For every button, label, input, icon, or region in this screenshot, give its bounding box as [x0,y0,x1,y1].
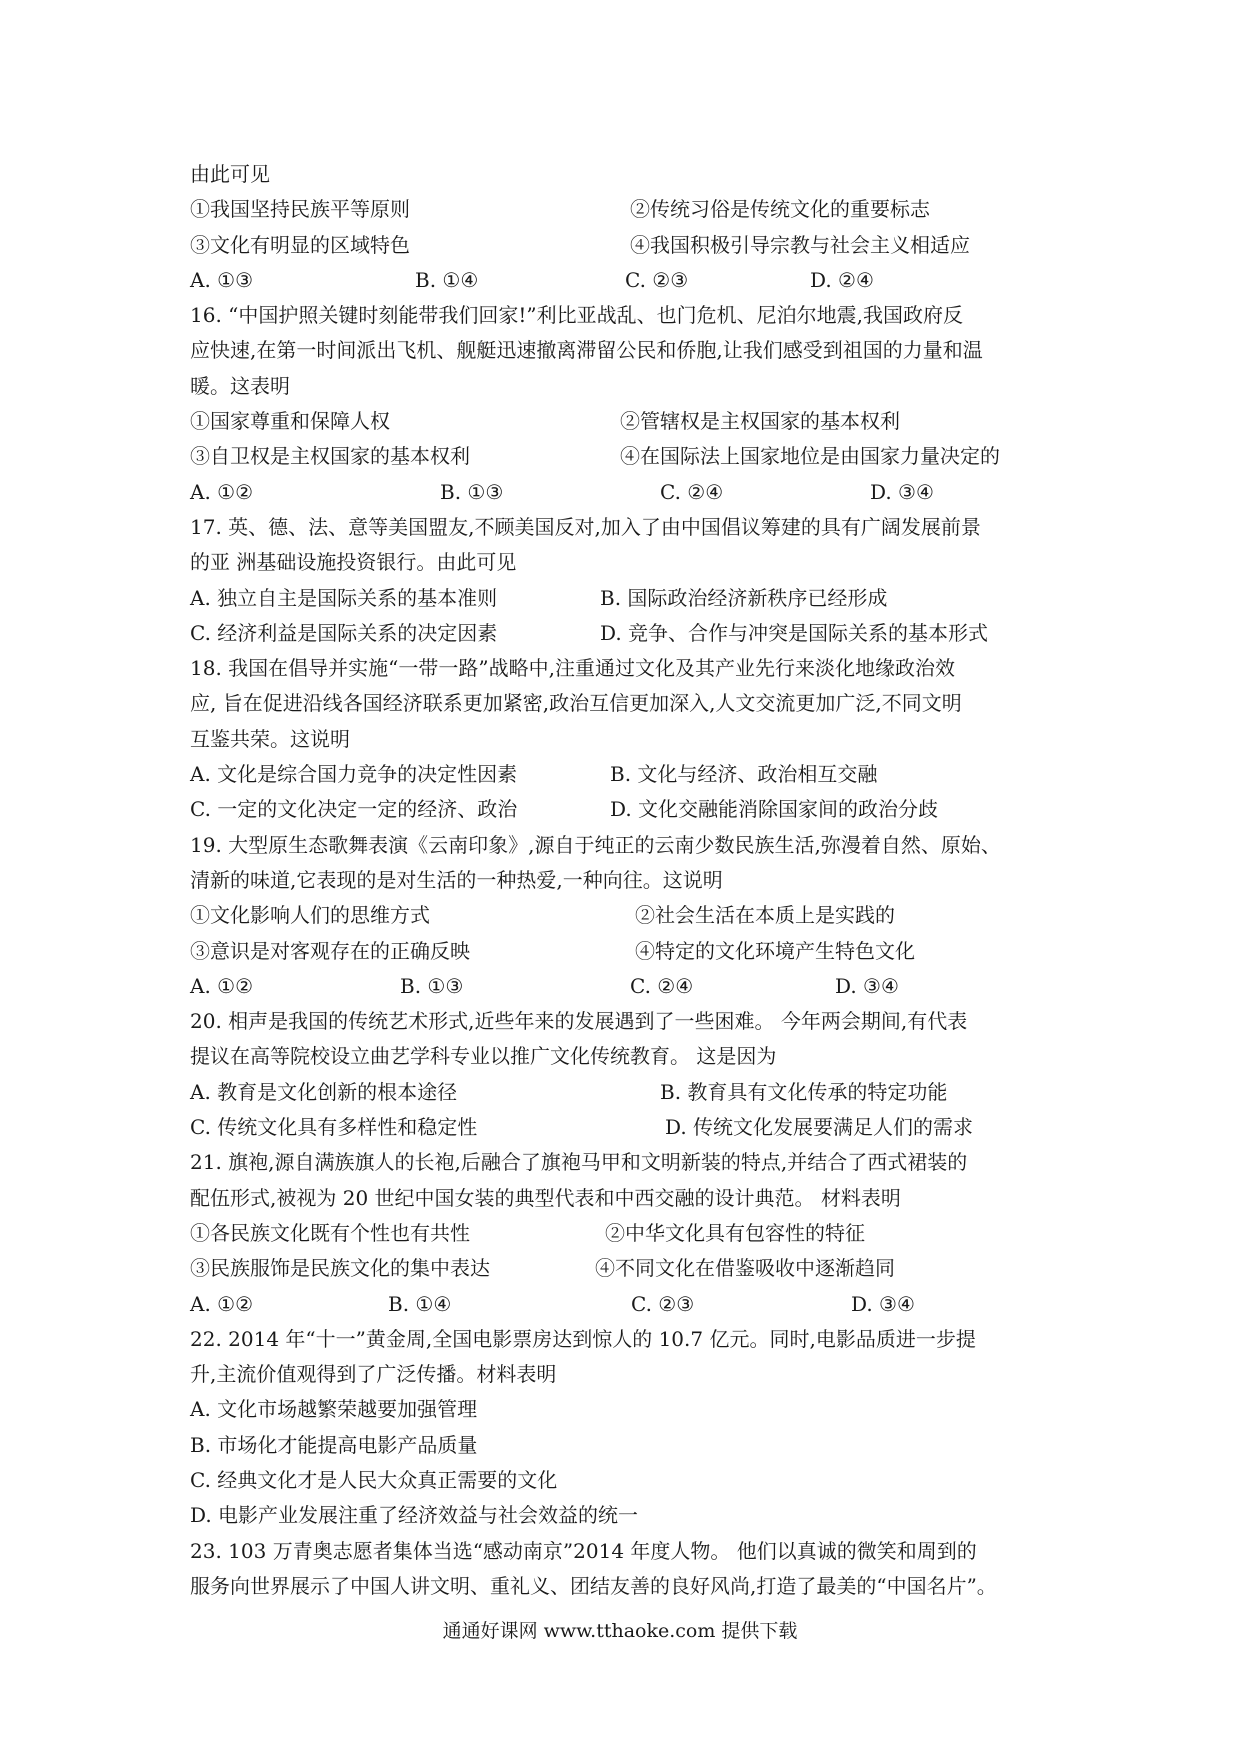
statement-option: ③自卫权是主权国家的基本权利 [190,444,470,469]
statement-option: ③文化有明显的区域特色 [190,232,410,257]
option-row [190,439,1060,474]
option-row [190,581,1060,616]
answer-choice: B. ①③ [400,973,464,998]
statement-option: ①文化影响人们的思维方式 [190,903,430,928]
option-row [190,898,1060,933]
statement-option: ②管辖权是主权国家的基本权利 [620,409,900,434]
option-row [190,192,1060,227]
text-line: 互鉴共荣。这说明 [190,726,350,751]
answer-choice: C. ②④ [660,479,724,504]
statement-option: B. 教育具有文化传承的特定功能 [660,1079,948,1104]
answer-choice: A. ①② [190,479,254,504]
answer-choice: D. ③④ [870,479,934,504]
option-row [190,792,1060,827]
text-line: 18. 我国在倡导并实施“一带一路”战略中,注重通过文化及其产业先行来淡化地缘政治效 [190,656,955,681]
option-row [190,404,1060,439]
statement-option: ①我国坚持民族平等原则 [190,197,410,222]
statement-option: ①各民族文化既有个性也有共性 [190,1220,470,1245]
statement-option: ③民族服饰是民族文化的集中表达 [190,1256,490,1281]
option-row [190,616,1060,651]
text-line: A. 文化市场越繁荣越要加强管理 [190,1397,478,1422]
answer-choice: D. ②④ [810,267,874,292]
answer-choice: C. ②③ [625,267,689,292]
statement-option: A. 文化是综合国力竞争的决定性因素 [190,762,518,787]
text-line: 19. 大型原生态歌舞表演《云南印象》,源自于纯正的云南少数民族生活,弥漫着自然、原始、 [190,832,1001,857]
statement-option: A. 独立自主是国际关系的基本准则 [190,585,498,610]
statement-option: ④不同文化在借鉴吸收中逐渐趋同 [595,1256,895,1281]
answer-choice: C. ②④ [630,973,694,998]
text-line: 22. 2014 年“十一”黄金周,全国电影票房达到惊人的 10.7 亿元。同时,电影品质进一步提 [190,1326,976,1351]
text-line: 清新的味道,它表现的是对生活的一种热爱,一种向往。这说明 [190,867,723,892]
answer-choice: A. ①② [190,973,254,998]
text-line: B. 市场化才能提高电影产品质量 [190,1432,478,1457]
answer-choice: D. ③④ [835,973,899,998]
answer-choice: C. ②③ [631,1291,695,1316]
text-line: 16. “中国护照关键时刻能带我们回家!”利比亚战乱、也门危机、尼泊尔地震,我国政府反 [190,303,964,328]
option-row [190,969,1060,1004]
statement-option: A. 教育是文化创新的根本途径 [190,1079,458,1104]
statement-option: ②传统习俗是传统文化的重要标志 [630,197,930,222]
option-row [190,1251,1060,1286]
option-row [190,1287,1060,1322]
text-line: 升,主流价值观得到了广泛传播。材料表明 [190,1362,557,1387]
statement-option: D. 传统文化发展要满足人们的需求 [665,1115,974,1140]
answer-choice: A. ①② [190,1291,254,1316]
text-line: 配伍形式,被视为 20 世纪中国女装的典型代表和中西交融的设计典范。 材料表明 [190,1185,901,1210]
text-line: 服务向世界展示了中国人讲文明、重礼义、团结友善的良好风尚,打造了最美的“中国名片”。 [190,1573,997,1598]
text-line: 提议在高等院校设立曲艺学科专业以推广文化传统教育。 这是因为 [190,1044,777,1069]
text-line: 21. 旗袍,源自满族旗人的长袍,后融合了旗袍马甲和文明新装的特点,并结合了西式裙装的 [190,1150,968,1175]
statement-option: ③意识是对客观存在的正确反映 [190,938,470,963]
answer-choice: B. ①④ [388,1291,452,1316]
answer-choice: D. ③④ [851,1291,915,1316]
statement-option: D. 文化交融能消除国家间的政治分歧 [610,797,939,822]
statement-option: ②社会生活在本质上是实践的 [635,903,895,928]
text-line: D. 电影产业发展注重了经济效益与社会效益的统一 [190,1503,639,1528]
statement-option: ④我国积极引导宗教与社会主义相适应 [630,232,970,257]
option-row [190,228,1060,263]
option-row [190,263,1060,298]
option-row [190,475,1060,510]
statement-option: ④特定的文化环境产生特色文化 [635,938,915,963]
option-row [190,1075,1060,1110]
text-line: 23. 103 万青奥志愿者集体当选“感动南京”2014 年度人物。 他们以真诚的微笑和周到的 [190,1538,977,1563]
text-line: 由此可见 [190,162,270,186]
answer-choice: A. ①③ [190,267,254,292]
text-line: 20. 相声是我国的传统艺术形式,近些年来的发展遇到了一些困难。 今年两会期间,有代表 [190,1009,968,1034]
exam-content [190,157,1060,1604]
statement-option: ②中华文化具有包容性的特征 [605,1220,865,1245]
text-line: 的亚 洲基础设施投资银行。由此可见 [190,550,517,575]
page-footer: 通通好课网 www.tthaoke.com 提供下载 [442,1620,798,1642]
statement-option: B. 文化与经济、政治相互交融 [610,762,878,787]
statement-option: ④在国际法上国家地位是由国家力量决定的 [620,444,1000,469]
text-line: 应快速,在第一时间派出飞机、舰艇迅速撤离滞留公民和侨胞,让我们感受到祖国的力量和温 [190,338,983,363]
option-row [190,1110,1060,1145]
option-row [190,757,1060,792]
statement-option: B. 国际政治经济新秩序已经形成 [600,585,888,610]
answer-choice: B. ①③ [440,479,504,504]
statement-option: ①国家尊重和保障人权 [190,409,390,434]
option-row [190,1216,1060,1251]
option-row [190,934,1060,969]
statement-option: C. 一定的文化决定一定的经济、政治 [190,797,518,822]
text-line: 暖。这表明 [190,373,290,398]
text-line: 17. 英、德、法、意等美国盟友,不顾美国反对,加入了由中国倡议筹建的具有广阔发展前景 [190,514,981,539]
statement-option: D. 竞争、合作与冲突是国际关系的基本形式 [600,620,989,645]
statement-option: C. 传统文化具有多样性和稳定性 [190,1115,478,1140]
text-line: C. 经典文化才是人民大众真正需要的文化 [190,1467,558,1492]
answer-choice: B. ①④ [415,267,479,292]
text-line: 应, 旨在促进沿线各国经济联系更加紧密,政治互信更加深入,人文交流更加广泛,不同文明 [190,691,962,716]
statement-option: C. 经济利益是国际关系的决定因素 [190,620,498,645]
